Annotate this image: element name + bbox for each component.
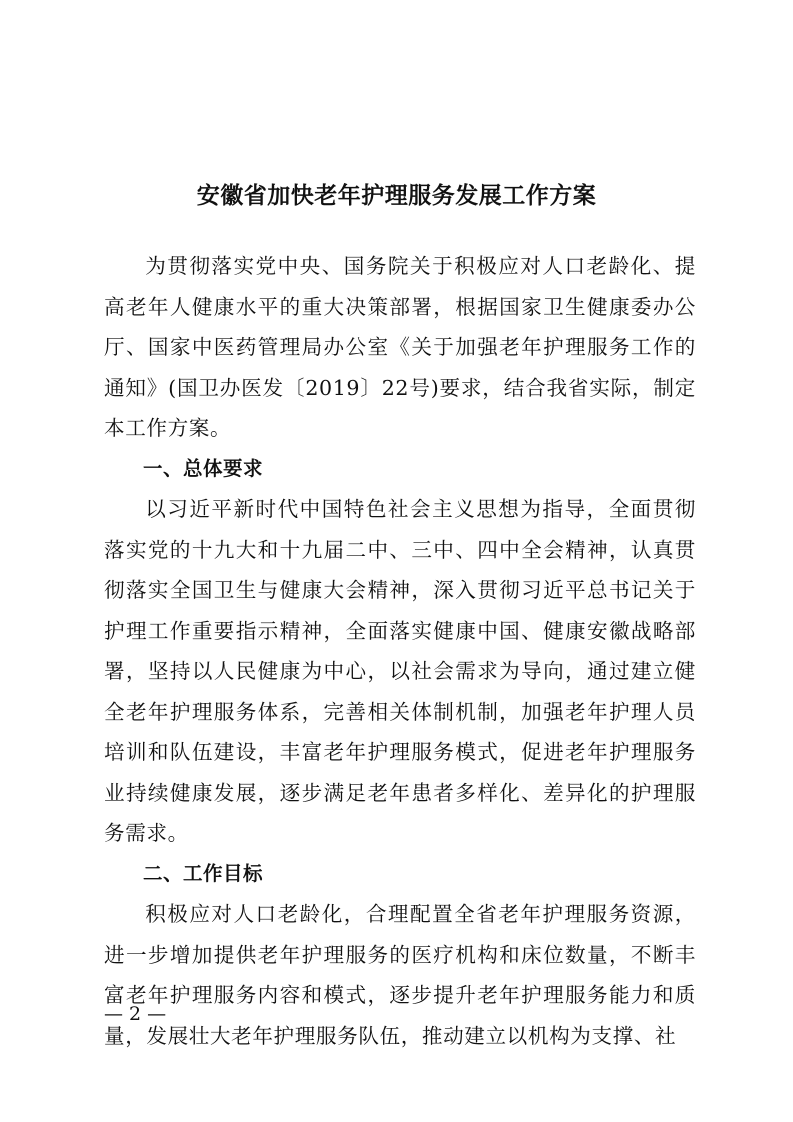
section-paragraph-general-requirements: 以习近平新时代中国特色社会主义思想为指导，全面贯彻落实党的十九大和十九届二中、三中、四中全会精神，认真贯彻落实全国卫生与健康大会精神，深入贯彻习近平总书记关于护理工作重要指示精神，全面落实健康中国、健康安徽战略部署，坚持以人民健康为中心，以社会需求为导向，通过建立健全老年护理服务体系，完善相关体制机制，加强老年护理人员培训和队伍建设，丰富老年护理服务模式，促进老年护理服务业持续健康发展，逐步满足老年患者多样化、差异化的护理服务需求。	[104, 497, 696, 845]
section-paragraph-work-goals: 积极应对人口老龄化，合理配置全省老年护理服务资源，进一步增加提供老年护理服务的医疗机构和床位数量，不断丰富老年护理服务内容和模式，逐步提升老年护理服务能力和质量，发展壮大老年护理服务队伍，推动建立以机构为支撑、社	[104, 902, 696, 1048]
document-title: 安徽省加快老年护理服务发展工作方案	[196, 182, 597, 209]
page-number: — 2 —	[104, 1003, 167, 1025]
section-heading-general-requirements: 一、总体要求	[143, 456, 264, 480]
document-body	[104, 246, 696, 1056]
section-heading-work-goals: 二、工作目标	[143, 861, 264, 885]
intro-paragraph: 为贯彻落实党中央、国务院关于积极应对人口老龄化、提高老年人健康水平的重大决策部署，根据国家卫生健康委办公厅、国家中医药管理局办公室《关于加强老年护理服务工作的通知》(国卫办医发〔2019〕22号)要求，结合我省实际，制定本工作方案。	[104, 254, 696, 440]
